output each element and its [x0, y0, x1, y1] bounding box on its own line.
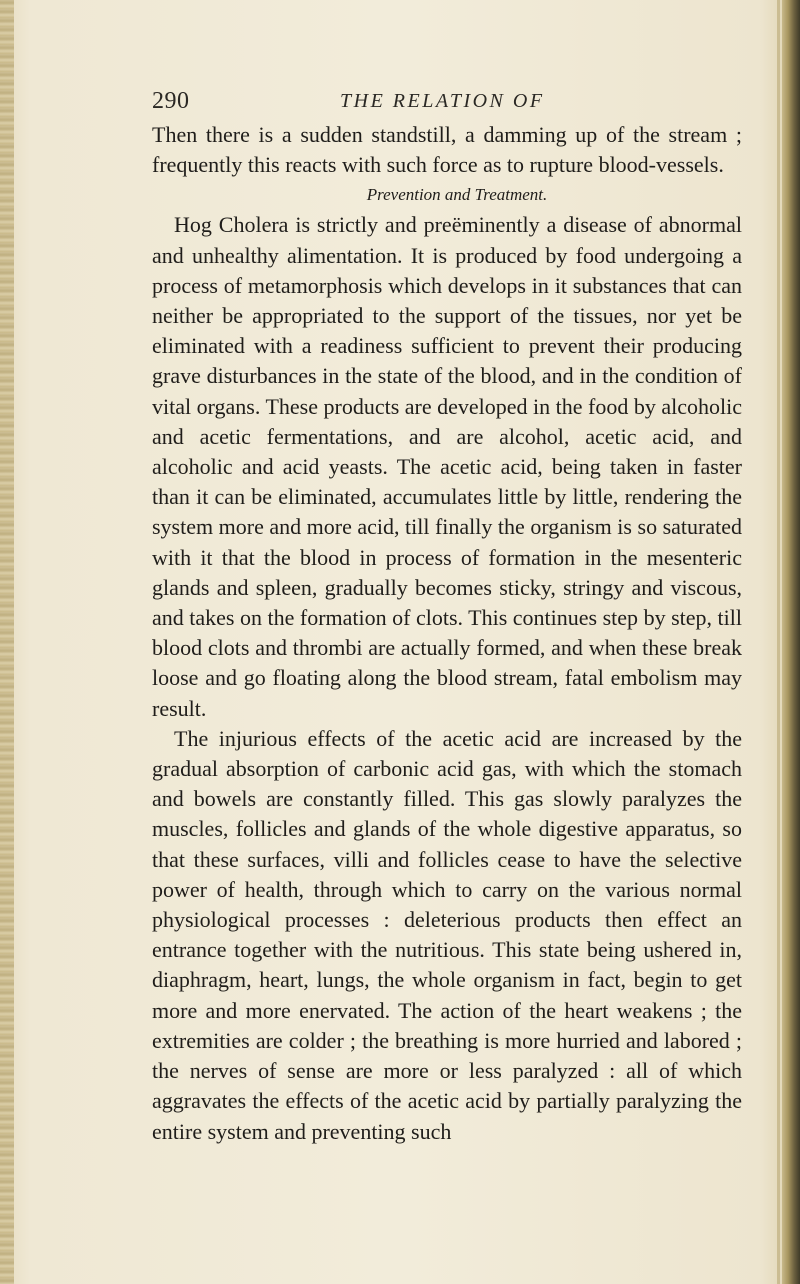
page-number: 290: [152, 88, 190, 114]
section-heading: Prevention and Treatment.: [366, 185, 548, 205]
page-gutter-shadow: [0, 0, 14, 1284]
page-fore-edge: [782, 0, 800, 1284]
opening-paragraph: Then there is a sudden standstill, a damming up of the stream ; frequently this reacts with such force as to rupture blood-vessels.: [152, 122, 742, 178]
page-edge-stripe: [777, 0, 780, 1284]
paragraph: Hog Cholera is strictly and preëminently a disease of abnormal and unhealthy alimentation. It is produced by food undergoing a process of metamorphosis which develops in it substances that can neither be appropriated to the support of the tissues, nor yet be eliminated with a readiness sufficient to prevent their producing grave disturbances in the state of the blood, and in the condition of vital organs. These products are developed in the food by alcoholic and acetic fermentations, and are alcohol, acetic acid, and alcoholic and acid yeasts. The acetic acid, being taken in faster than it can be eliminated, accumulates little by little, rendering the system more and more acid, till finally the organism is so saturated with it that the blood in process of formation in the mesenteric glands and spleen, gradually becomes sticky, stringy and viscous, and takes on the formation of clots. This continues step by step, till blood clots and thrombi are actually formed, and when these break loose and go floating along the blood stream, fatal embolism may result.: [152, 212, 742, 721]
page-header: [0, 88, 800, 118]
paragraph: The injurious effects of the acetic acid are increased by the gradual absorption of carbonic acid gas, with which the stomach and bowels are constantly filled. This gas slowly paralyzes the muscles, follicles and glands of the whole digestive apparatus, so that these surfaces, villi and follicles cease to have the selective power of health, through which to carry on the various normal physiological processes : deleterious products then effect an entrance together with the nutritious. This state being ushered in, diaphragm, heart, lungs, the whole organism in fact, begin to get more and more enervated. The action of the heart weakens ; the extremities are colder ; the breathing is more hurried and labored ; the nerves of sense are more or less paralyzed : all of which aggravates the effects of the acetic acid by partially paralyzing the entire system and preventing such: [152, 725, 742, 1144]
running-title: THE RELATION OF: [340, 90, 545, 112]
body-text: [152, 120, 742, 1147]
